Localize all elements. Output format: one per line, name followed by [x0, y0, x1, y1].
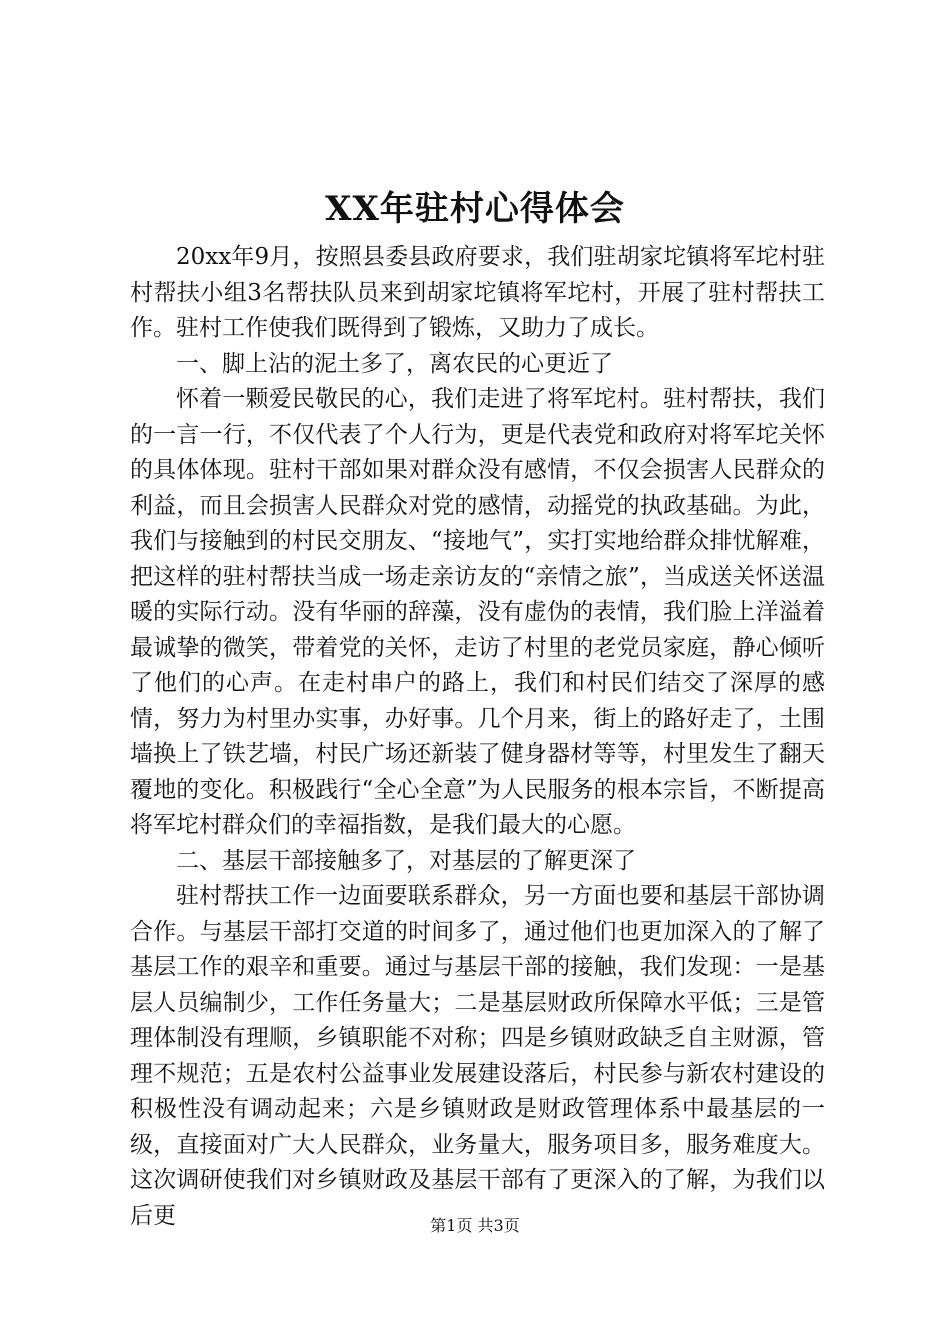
section-heading-2: 二、基层干部接触多了，对基层的了解更深了 — [176, 847, 636, 874]
paragraph-section-2: 驻村帮扶工作一边面要联系群众，另一方面也要和基层干部协调合作。与基层干部打交道的时间多了，通过他们也更加深入的了解了基层工作的艰辛和重要。通过与基层干部的接触，我们发现：一是基层人员编制少，工作任务量大；二是基层财政所保障水平低；三是管理体制没有理顺，乡镇职能不对称；四是乡镇财政缺乏自主财源，管理不规范；五是农村公益事业发展建设落后，村民参与新农村建设的积极性没有调动起来；六是乡镇财政是财政管理体系中最基层的一级，直接面对广大人民群众，业务量大，服务项目多，服务难度大。这次调研使我们对乡镇财政及基层干部有了更深入的了解，为我们以后更 — [130, 883, 825, 1229]
paragraph-intro: 20xx年9月，按照县委县政府要求，我们驻胡家坨镇将军坨村驻村帮扶小组3名帮扶队员来到胡家坨镇将军坨村，开展了驻村帮扶工作。驻村工作使我们既得到了锻炼，又助力了成长。 — [130, 244, 825, 341]
page-footer: 第1页 共3页 — [430, 1216, 520, 1235]
section-heading-1: 一、脚上沾的泥土多了，离农民的心更近了 — [176, 350, 613, 377]
document-title: XX年驻村心得体会 — [325, 189, 625, 229]
paragraph-section-1: 怀着一颗爱民敬民的心，我们走进了将军坨村。驻村帮扶，我们的一言一行，不仅代表了个人行为，更是代表党和政府对将军坨关怀的具体体现。驻村干部如果对群众没有感情，不仅会损害人民群众的利益，而且会损害人民群众对党的感情，动摇党的执政基础。为此，我们与接触到的村民交朋友、“接地气”，实打实地给群众排忧解难，把这样的驻村帮扶当成一场走亲访友的“亲情之旅”，当成送关怀送温暖的实际行动。没有华丽的辞藻，没有虚伪的表情，我们脸上洋溢着最诚挚的微笑，带着党的关怀，走访了村里的老党员家庭，静心倾听了他们的心声。在走村串户的路上，我们和村民们结交了深厚的感情，努力为村里办实事，办好事。几个月来，街上的路好走了，土围墙换上了铁艺墙，村民广场还新装了健身器材等等，村里发生了翻天覆地的变化。积极践行“全心全意”为人民服务的根本宗旨，不断提高将军坨村群众们的幸福指数，是我们最大的心愿。 — [130, 386, 825, 838]
document-body — [130, 240, 825, 1234]
